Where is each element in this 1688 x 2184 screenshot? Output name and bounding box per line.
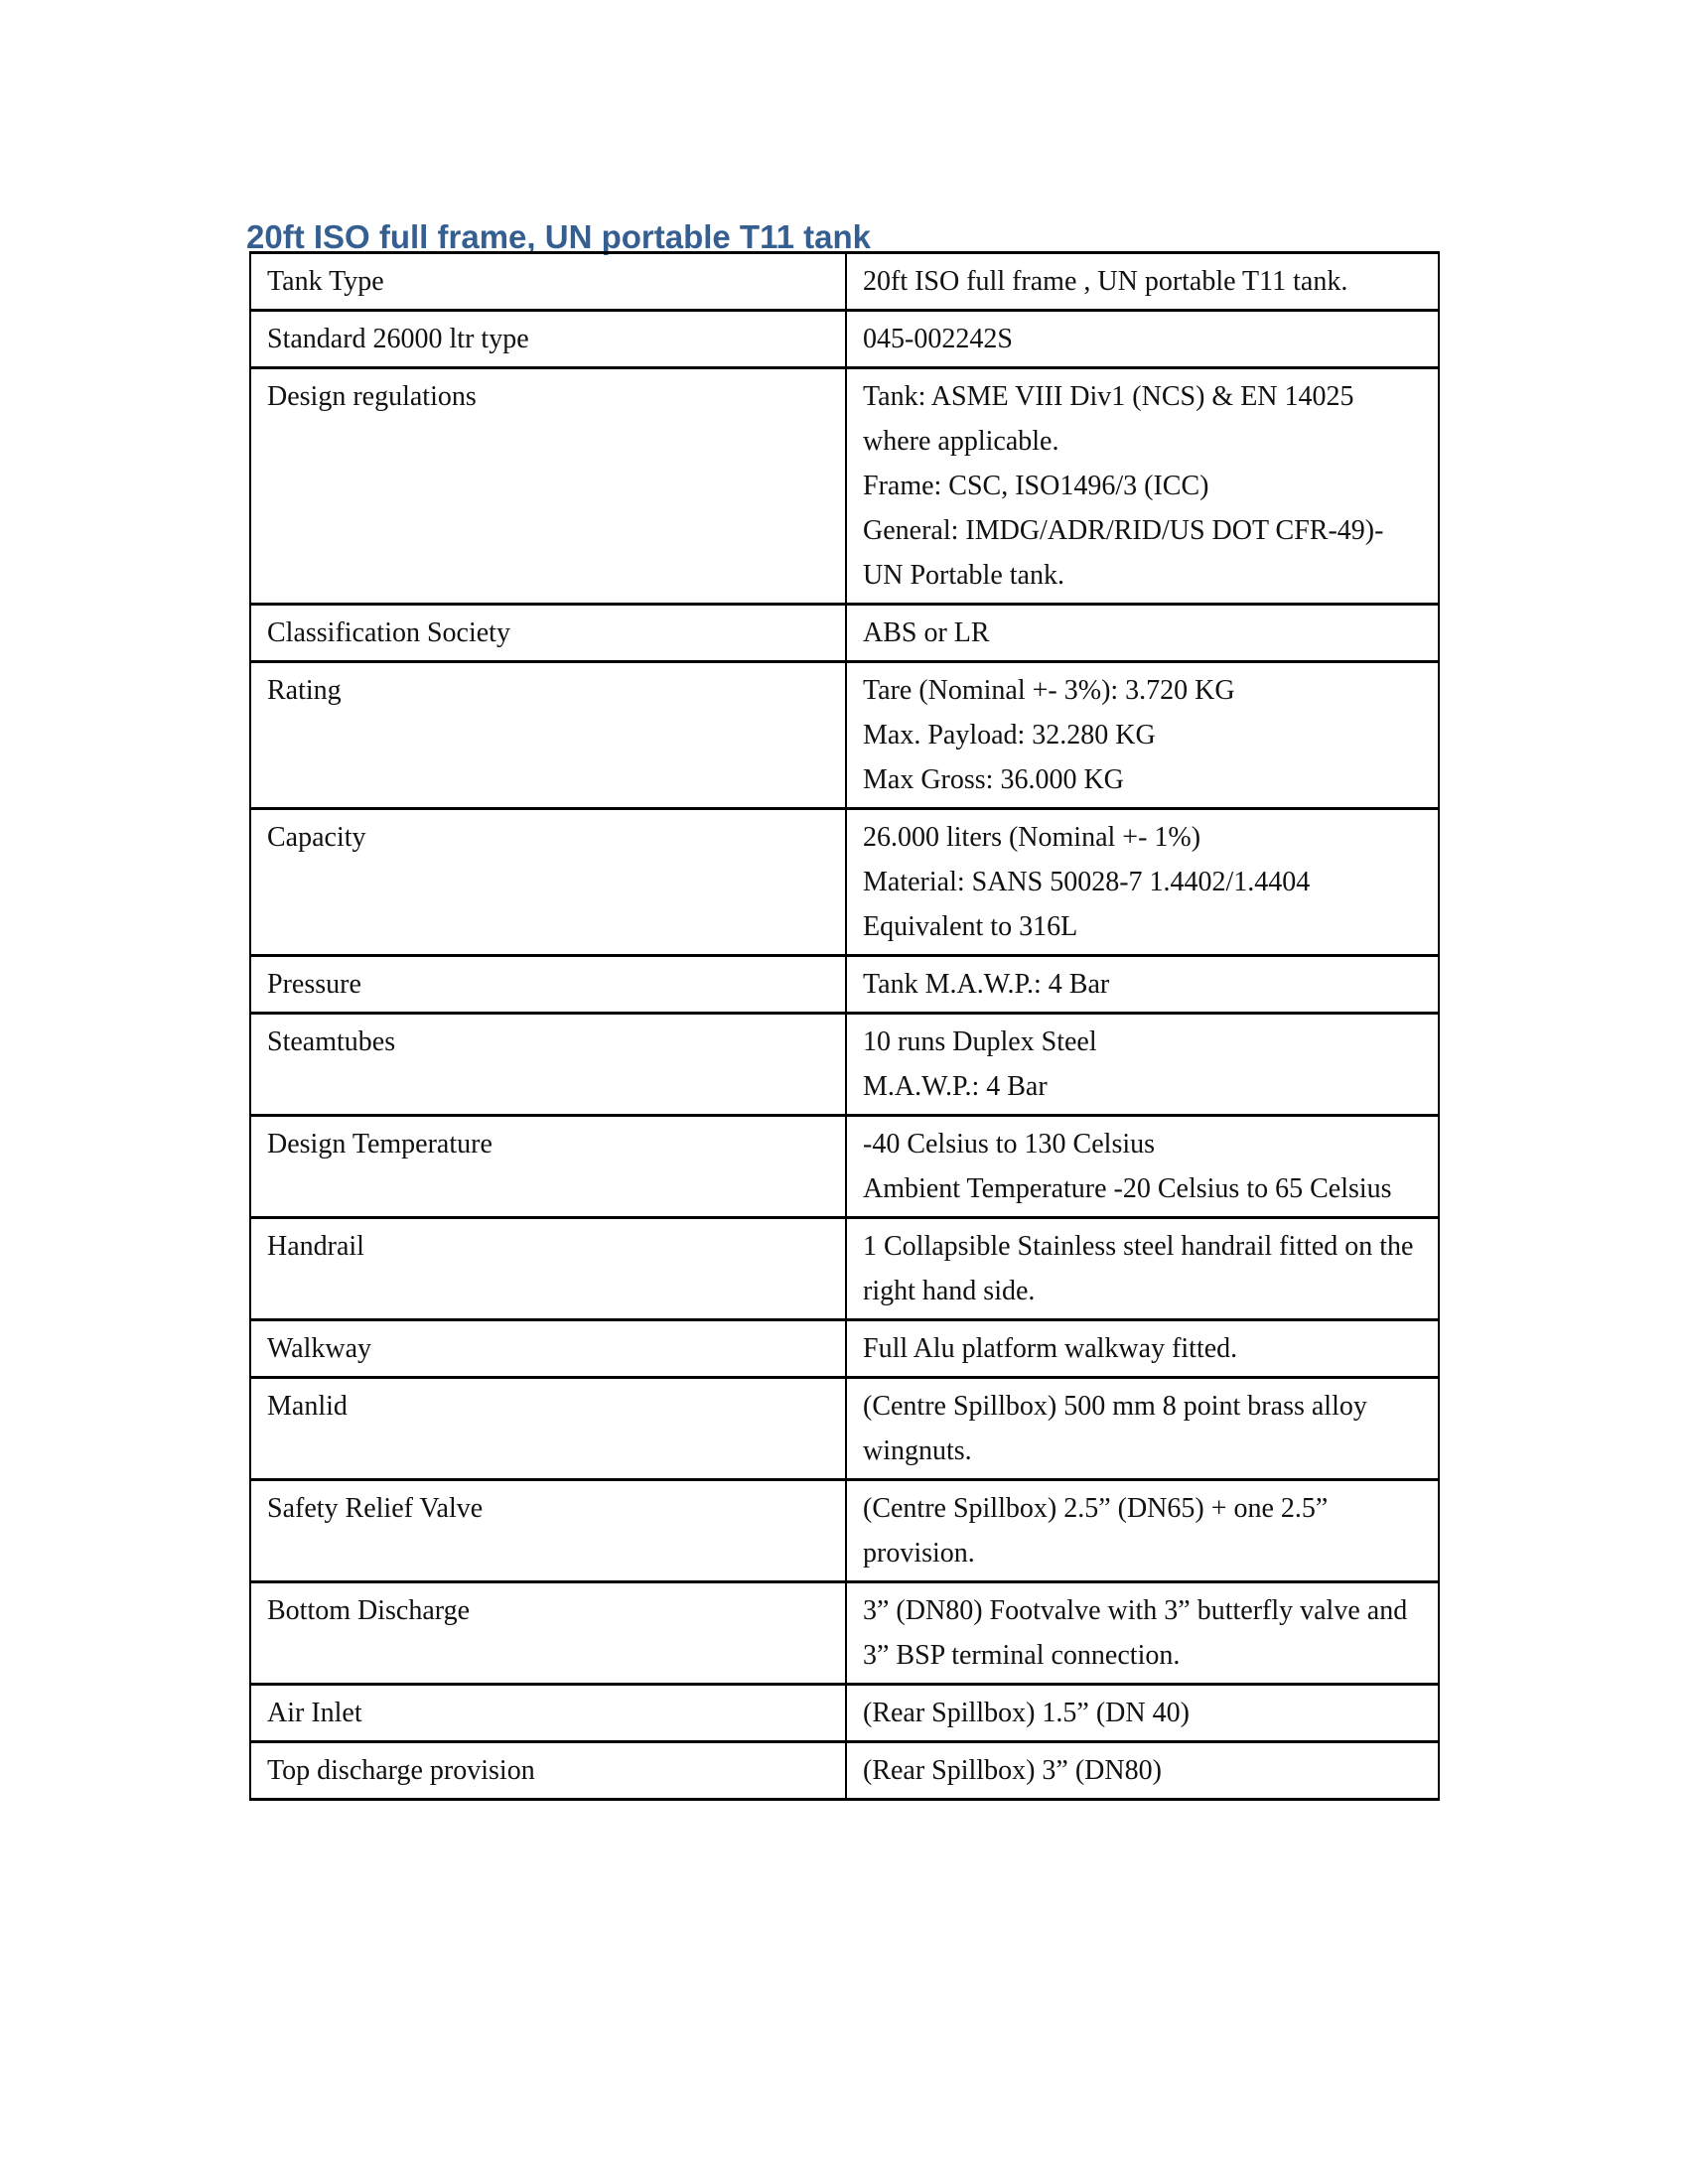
spec-label-cell [250, 1685, 846, 1742]
spec-value-cell [846, 605, 1439, 662]
spec-value-line: (Centre Spillbox) 2.5” (DN65) + one 2.5” provision. [863, 1493, 1329, 1569]
spec-value-line: (Rear Spillbox) 3” (DN80) [863, 1755, 1162, 1786]
spec-value-cell [846, 1014, 1439, 1116]
table-row [250, 662, 1439, 809]
table-row [250, 368, 1439, 605]
spec-value-cell [846, 1480, 1439, 1582]
spec-value-line: 26.000 liters (Nominal +- 1%) [863, 822, 1201, 853]
spec-value-cell [846, 1218, 1439, 1320]
spec-value-cell [846, 1685, 1439, 1742]
spec-label-cell [250, 956, 846, 1014]
spec-label-cell [250, 1116, 846, 1218]
spec-label-cell [250, 311, 846, 368]
spec-value-line: General: IMDG/ADR/RID/US DOT CFR-49)- UN Portable tank. [863, 515, 1384, 591]
spec-value-line: Tank: ASME VIII Div1 (NCS) & EN 14025 where applicable. [863, 381, 1354, 457]
spec-label: Design Temperature [267, 1129, 492, 1160]
spec-label-cell [250, 1480, 846, 1582]
spec-label-cell [250, 1320, 846, 1378]
table-row [250, 253, 1439, 311]
spec-value-cell [846, 1742, 1439, 1800]
table-row [250, 1378, 1439, 1480]
spec-label: Classification Society [267, 617, 510, 648]
spec-label: Manlid [267, 1391, 348, 1422]
spec-label-cell [250, 368, 846, 605]
spec-value-line: ABS or LR [863, 617, 990, 648]
spec-label: Standard 26000 ltr type [267, 324, 529, 354]
spec-label: Safety Relief Valve [267, 1493, 484, 1524]
spec-value-line: 20ft ISO full frame , UN portable T11 tank. [863, 266, 1348, 297]
spec-value-line: Max. Payload: 32.280 KG [863, 720, 1156, 751]
spec-value-line: 3” (DN80) Footvalve with 3” butterfly valve and 3” BSP terminal connection. [863, 1595, 1408, 1671]
spec-value-line: (Centre Spillbox) 500 mm 8 point brass alloy wingnuts. [863, 1391, 1367, 1466]
spec-value-cell [846, 311, 1439, 368]
spec-value-line: Tank M.A.W.P.: 4 Bar [863, 969, 1110, 1000]
spec-label: Steamtubes [267, 1026, 396, 1057]
spec-label-cell [250, 1014, 846, 1116]
spec-value-line: -40 Celsius to 130 Celsius [863, 1129, 1156, 1160]
spec-label: Design regulations [267, 381, 477, 412]
table-row [250, 956, 1439, 1014]
table-row [250, 1014, 1439, 1116]
spec-label-cell [250, 253, 846, 311]
spec-value-cell [846, 368, 1439, 605]
spec-label-cell [250, 1218, 846, 1320]
spec-value-cell [846, 1582, 1439, 1685]
spec-value-line: 1 Collapsible Stainless steel handrail fitted on the right hand side. [863, 1231, 1414, 1306]
spec-table-body [250, 253, 1439, 1800]
spec-value-line: M.A.W.P.: 4 Bar [863, 1071, 1048, 1102]
table-row [250, 1480, 1439, 1582]
spec-label: Handrail [267, 1231, 364, 1262]
spec-value-cell [846, 662, 1439, 809]
spec-value-cell [846, 1116, 1439, 1218]
table-row [250, 311, 1439, 368]
table-row [250, 1116, 1439, 1218]
spec-label-cell [250, 1742, 846, 1800]
spec-value-line: Ambient Temperature -20 Celsius to 65 Celsius [863, 1173, 1392, 1204]
spec-table [249, 251, 1440, 1801]
table-row [250, 1685, 1439, 1742]
spec-value-line: (Rear Spillbox) 1.5” (DN 40) [863, 1698, 1190, 1728]
spec-value-cell [846, 956, 1439, 1014]
spec-value-line: 045-002242S [863, 324, 1013, 354]
spec-value-line: Tare (Nominal +- 3%): 3.720 KG [863, 675, 1235, 706]
spec-label: Air Inlet [267, 1698, 362, 1728]
spec-label-cell [250, 662, 846, 809]
table-row [250, 605, 1439, 662]
spec-label: Top discharge provision [267, 1755, 535, 1786]
page-title: 20ft ISO full frame, UN portable T11 tank [246, 218, 871, 256]
table-row [250, 1320, 1439, 1378]
spec-value-cell [846, 809, 1439, 956]
spec-value-cell [846, 1320, 1439, 1378]
spec-label: Bottom Discharge [267, 1595, 471, 1626]
spec-value-line: Frame: CSC, ISO1496/3 (ICC) [863, 471, 1209, 501]
spec-label: Capacity [267, 822, 366, 853]
table-row [250, 809, 1439, 956]
table-row [250, 1582, 1439, 1685]
spec-value-line: 10 runs Duplex Steel [863, 1026, 1097, 1057]
spec-label: Rating [267, 675, 342, 706]
table-row [250, 1218, 1439, 1320]
spec-value-cell [846, 253, 1439, 311]
spec-value-line: Material: SANS 50028-7 1.4402/1.4404 Equivalent to 316L [863, 867, 1311, 942]
spec-label-cell [250, 605, 846, 662]
spec-label: Tank Type [267, 266, 384, 297]
spec-value-cell [846, 1378, 1439, 1480]
spec-label: Walkway [267, 1333, 372, 1364]
spec-value-line: Full Alu platform walkway fitted. [863, 1333, 1238, 1364]
spec-value-line: Max Gross: 36.000 KG [863, 764, 1124, 795]
spec-label-cell [250, 1378, 846, 1480]
spec-label-cell [250, 809, 846, 956]
spec-label-cell [250, 1582, 846, 1685]
spec-label: Pressure [267, 969, 361, 1000]
table-row [250, 1742, 1439, 1800]
